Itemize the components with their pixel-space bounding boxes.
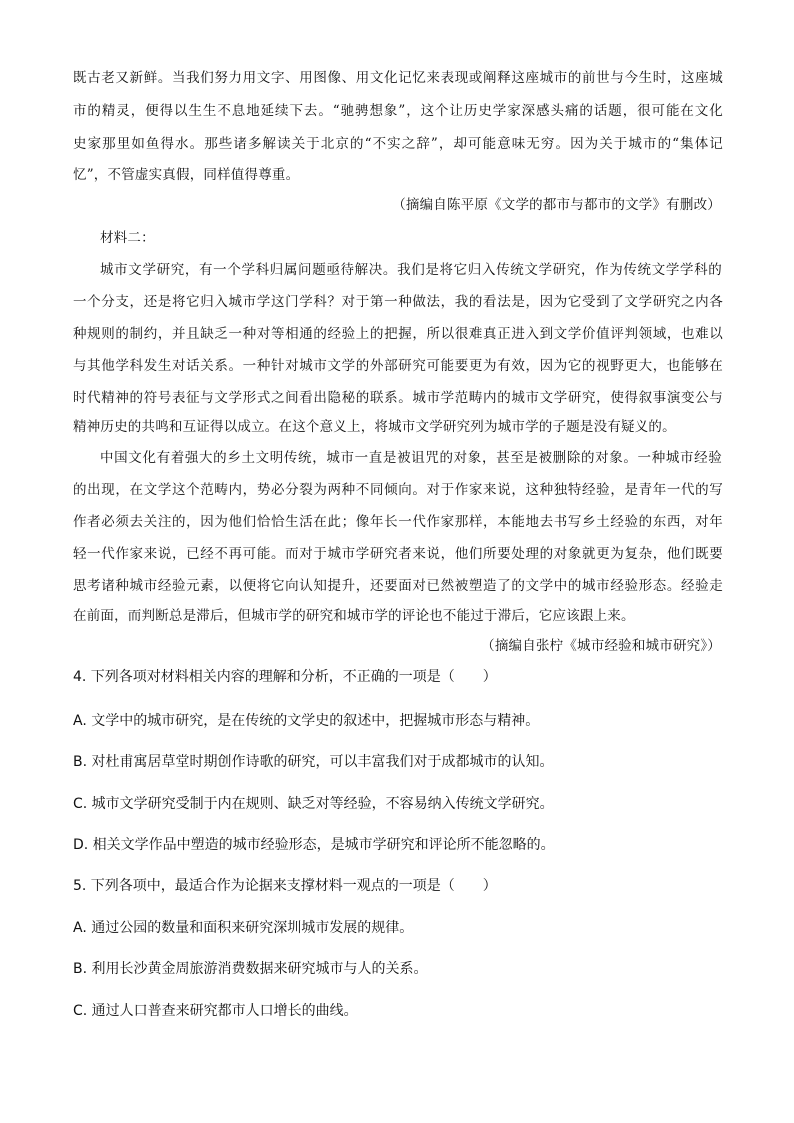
material2-heading: 材料二： [100, 230, 155, 246]
source-citation-1: （摘编自陈平原《文学的都市与都市的文学》有删改） [392, 197, 721, 213]
material2-p2-line: 中国文化有着强大的乡土文明传统，城市一直是被诅咒的对象，甚至是被删除的对象。一种城市经验 [100, 450, 722, 466]
question-5-option-c[interactable]: C. 通过人口普查来研究都市人口增长的曲线。 [73, 1003, 358, 1019]
material2-p1-line: 精神历史的共鸣和互证得以成立。在这个意义上，将城市文学研究列为城市学的子题是没有疑义的。 [73, 419, 676, 435]
material2-p1-line: 一个分支，还是将它归入城市学这门学科？对于第一种做法，我的看法是，因为它受到了文学研究之内各 [73, 294, 723, 310]
question-5-stem: 5. 下列各项中，最适合作为论据来支撑材料一观点的一项是（ ） [73, 878, 497, 894]
question-5-option-b[interactable]: B. 利用长沙黄金周旅游消费数据来研究城市与人的关系。 [73, 961, 428, 977]
material1-line: 忆”，不管虚实真假，同样值得尊重。 [73, 167, 300, 183]
material1-line: 史家那里如鱼得水。那些诸多解读关于北京的“不实之辞”，却可能意味无穷。因为关于城市的“集体记 [73, 136, 723, 152]
material2-p2-line: 作者必须去关注的，因为他们恰恰生活在此；像年长一代作家那样，本能地去书写乡土经验的东西，对年 [73, 514, 723, 530]
material2-p2-line: 的出现，在文学这个范畴内，势必分裂为两种不同倾向。对于作家来说，这种独特经验，是青年一代的写 [73, 482, 723, 498]
material2-p1-line: 与其他学科发生对话关系。一种针对城市文学的外部研究可能要更为有效，因为它的视野更大，也能够在 [73, 358, 723, 374]
material1-line: 既古老又新鲜。当我们努力用文字、用图像、用文化记忆来表现或阐释这座城市的前世与今生时，这座城 [73, 70, 723, 86]
material2-p2-line: 在前面，而判断总是滞后，但城市学的研究和城市学的评论也不能过于滞后，它应该跟上来。 [73, 608, 635, 624]
material2-p1-line: 种规则的制约，并且缺乏一种对等相通的经验上的把握，所以很难真正进入到文学价值评判领域，也难以 [73, 326, 723, 342]
material2-p1-line: 时代精神的符号表征与文学形式之间看出隐秘的联系。城市学范畴内的城市文学研究，使得叙事演变公与 [73, 390, 723, 406]
question-4-option-d[interactable]: D. 相关文学作品中塑造的城市经验形态，是城市学研究和评论所不能忽略的。 [73, 837, 555, 853]
material2-p1-line: 城市文学研究，有一个学科归属问题亟待解决。我们是将它归入传统文学研究，作为传统文学学科的 [100, 262, 722, 278]
question-4-stem: 4. 下列各项对材料相关内容的理解和分析，不正确的一项是（ ） [73, 669, 497, 685]
question-4-option-c[interactable]: C. 城市文学研究受制于内在规则、缺乏对等经验，不容易纳入传统文学研究。 [73, 796, 554, 812]
question-5-option-a[interactable]: A. 通过公园的数量和面积来研究深圳城市发展的规律。 [73, 920, 414, 936]
question-4-option-a[interactable]: A. 文学中的城市研究，是在传统的文学史的叙述中，把握城市形态与精神。 [73, 713, 540, 729]
source-citation-2: （摘编自张柠《城市经验和城市研究》） [481, 638, 721, 654]
material1-line: 市的精灵，便得以生生不息地延续下去。“驰骋想象”，这个让历史学家深感头痛的话题，很可能在文化 [73, 103, 723, 119]
material2-p2-line: 思考诸种城市经验元素，以便将它向认知提升，还要面对已然被塑造了的文学中的城市经验形态。经验走 [73, 578, 723, 594]
material2-p2-line: 轻一代作家来说，已经不再可能。而对于城市学研究者来说，他们所要处理的对象就更为复杂，他们既要 [73, 546, 723, 562]
question-4-option-b[interactable]: B. 对杜甫寓居草堂时期创作诗歌的研究，可以丰富我们对于成都城市的认知。 [73, 754, 554, 770]
